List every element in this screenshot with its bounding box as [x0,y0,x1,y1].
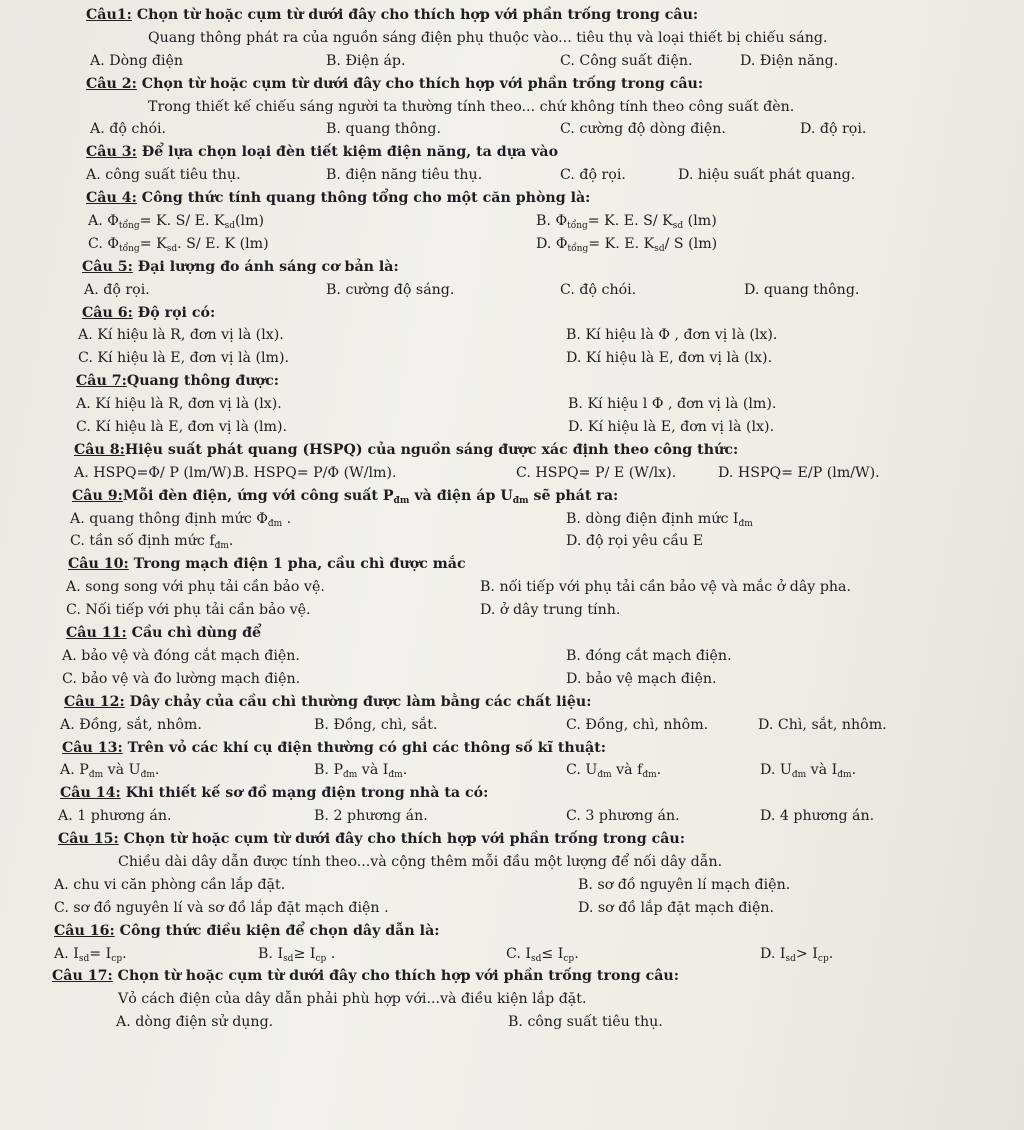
question-stem [0,27,1024,50]
option-row [0,210,1024,233]
option-subscript: sd [224,221,235,232]
option-row [0,279,1024,302]
question-label: Câu 14: [60,785,121,802]
question-stem [0,988,1024,1011]
question-stem [0,96,1024,119]
option-d[interactable]: D. Chì, sắt, nhôm. [758,716,887,733]
option-text: D. độ rọi yêu cầu E [566,533,704,550]
question-label: Câu 17: [52,968,113,985]
option-subscript: cp [563,953,575,964]
question-text: sẽ phát ra: [528,487,619,504]
option-subscript: đm [267,518,283,529]
question-label: Câu 8: [74,441,125,458]
option-subscript: sd [785,953,796,964]
quiz-document [0,4,1024,1034]
question-14 [0,782,1024,805]
question-label: Câu 5: [82,258,133,275]
option-text: A. quang thông định mức Φ [70,510,268,527]
option-c[interactable]: C. Kí hiệu là E, đơn vị là (lm). [76,419,288,436]
option-d[interactable]: D. ở dây trung tính. [480,602,621,619]
option-text: B. P [314,762,343,779]
question-12 [0,691,1024,714]
question-text: Hiệu suất phát quang (HSPQ) của nguồn sáng được xác định theo công thức: [124,441,739,458]
option-c[interactable]: C. sơ đồ nguyên lí và sơ đồ lắp đặt mạch điện . [54,899,389,916]
option-a[interactable]: A. công suất tiêu thụ. [86,167,241,184]
option-row [0,576,1024,599]
option-row [0,118,1024,141]
option-text: ≤ I [541,945,564,962]
option-text: và U [103,762,141,779]
option-row [0,50,1024,73]
option-row [0,164,1024,187]
question-8 [0,439,1024,462]
question-label: Câu 9: [72,487,123,504]
option-subscript: đm [837,770,852,781]
option-b[interactable]: B. công suất tiêu thụ. [508,1014,663,1031]
question-label: Câu 15: [58,831,119,848]
option-a[interactable]: A. song song với phụ tải cần bảo vệ. [66,579,325,596]
question-label: Câu 7: [76,373,127,390]
question-text: Cầu chì dùng để [126,625,262,642]
option-subscript: sd [530,953,542,964]
option-d[interactable]: D. HSPQ= E/P (lm/W). [718,464,880,481]
option-text: C. tần số định mức f [70,533,215,550]
option-c[interactable]: C. bảo vệ và đo lường mạch điện. [62,670,301,687]
question-label: Câu1: [86,7,132,23]
option-a[interactable]: A. 1 phương án. [58,808,172,825]
option-a[interactable]: A. Đồng, sắt, nhôm. [60,716,202,733]
option-text: = K. S/ E. K [139,213,225,230]
option-d[interactable]: D. bảo vệ mạch điện. [566,670,717,687]
question-subscript: đm [393,495,410,506]
option-text: (lm) [235,213,265,230]
question-text: Chọn từ hoặc cụm từ dưới đây cho thích hợp với phần trống trong câu: [131,7,699,23]
option-subscript: tổng [567,243,589,254]
option-c[interactable]: C. cường độ dòng điện. [560,121,726,138]
option-text: C. U [566,762,598,779]
option-text: D. I [760,945,786,962]
question-label: Câu 6: [82,304,133,321]
option-subscript: cp [315,953,327,964]
option-subscript: sd [672,221,684,232]
question-text: Đại lượng đo ánh sáng cơ bản là: [132,258,399,275]
question-text: Độ rọi có: [132,304,216,321]
option-text: và I [357,762,389,779]
option-c[interactable]: C. độ chói. [560,281,637,298]
option-subscript: cp [817,953,829,964]
option-d[interactable]: D. sơ đồ lắp đặt mạch điện. [578,899,774,916]
question-stem [0,851,1024,874]
question-16 [0,920,1024,943]
question-4 [0,187,1024,210]
question-2 [0,73,1024,96]
option-text: A. P [60,762,89,779]
question-text: Công thức điều kiện để chọn dây dẫn là: [114,922,440,939]
option-c[interactable]: C. Kí hiệu là E, đơn vị là (lm). [78,350,290,367]
option-text: C. I [506,945,531,962]
option-row [0,462,1024,485]
question-label: Câu 4: [86,190,137,207]
option-a[interactable]: A. bảo vệ và đóng cắt mạch điện. [62,647,300,664]
question-text: Chọn từ hoặc cụm từ dưới đây cho thích hợp với phần trống trong câu: [118,831,685,848]
stem-text: Trong thiết kế chiếu sáng người ta thường tính theo... chứ không tính theo công suất đèn. [148,98,795,115]
option-b[interactable]: B. Kí hiệu l Φ , đơn vị là (lm). [568,396,777,413]
option-text: D. Φ [536,235,568,252]
question-17 [0,965,1024,988]
option-c[interactable]: C. Nối tiếp với phụ tải cần bảo vệ. [66,602,311,619]
option-d[interactable]: D. Kí hiệu là E, đơn vị là (lx). [566,350,773,367]
option-subscript: sd [654,243,665,254]
option-subscript: sd [166,243,178,254]
question-text: Chọn từ hoặc cụm từ dưới đây cho thích hợp với phần trống trong câu: [112,968,679,985]
option-a[interactable]: A. Kí hiệu là R, đơn vị là (lx). [78,327,284,344]
option-text: A. I [54,945,79,962]
option-c[interactable]: C. độ rọi. [560,167,626,184]
option-a[interactable]: A. dòng điện sử dụng. [116,1014,274,1031]
option-row [0,393,1024,416]
option-b[interactable]: B. quang thông. [326,121,441,138]
option-text: . [574,945,579,962]
question-7 [0,370,1024,393]
option-a[interactable]: A. chu vi căn phòng cần lắp đặt. [54,876,286,893]
option-d[interactable]: D. Điện năng. [740,52,839,69]
option-text: . [851,762,857,779]
question-label: Câu 16: [54,922,115,939]
option-subscript: đm [140,770,155,781]
option-a[interactable]: A. độ rọi. [84,281,150,298]
option-b[interactable]: B. Đồng, chì, sắt. [314,716,438,733]
option-text: C. Φ [88,235,120,252]
question-text: Mỗi đèn điện, ứng với công suất P [122,487,394,504]
option-text: B. I [258,945,284,962]
option-text: . [656,762,662,779]
option-text: (lm) [683,213,717,230]
option-d[interactable]: D. 4 phương án. [760,808,875,825]
option-b[interactable]: B. Điện áp. [326,52,406,69]
option-row [0,416,1024,439]
option-text: . S/ E. K (lm) [177,235,269,252]
option-subscript: đm [214,541,229,552]
option-b[interactable]: B. điện năng tiêu thụ. [326,167,483,184]
option-text: và I [806,762,838,779]
option-row [0,599,1024,622]
option-row [0,943,1024,966]
question-text: Trên vỏ các khí cụ điện thường có ghi các thông số kĩ thuật: [122,739,607,756]
option-c[interactable]: C. 3 phương án. [566,808,680,825]
option-text: > I [795,945,818,962]
question-text: Chọn từ hoặc cụm từ dưới đây cho thích hợp với phần trống trong câu: [136,75,704,92]
stem-text: Chiều dài dây dẫn được tính theo...và cộng thêm mỗi đầu một lượng để nối dây dẫn. [118,853,723,870]
option-subscript: tổng [567,221,588,232]
option-b[interactable]: B. Kí hiệu là Φ , đơn vị là (lx). [566,327,778,344]
option-b[interactable]: B. nối tiếp với phụ tải cần bảo vệ và mắc ở dây pha. [480,579,852,596]
option-text: . [326,945,336,962]
question-label: Câu 3: [86,144,137,161]
option-text: ≥ I [293,945,316,962]
question-11 [0,622,1024,645]
option-a[interactable]: A. Dòng điện [90,52,184,69]
option-text: = K. E. S/ K [587,213,673,230]
option-d[interactable]: D. hiệu suất phát quang. [678,167,856,184]
option-row [0,233,1024,256]
option-row [0,714,1024,737]
option-text: = K [139,235,167,252]
question-3 [0,141,1024,164]
option-d[interactable]: D. Kí hiệu là E, đơn vị là (lx). [568,419,775,436]
option-text: B. dòng điện định mức I [566,510,739,527]
option-text: . [828,945,834,962]
question-text: Dây chảy của cầu chì thường được làm bằng các chất liệu: [124,693,592,710]
question-5 [0,256,1024,279]
option-text: D. U [760,762,792,779]
option-text: A. Φ [88,213,119,230]
question-text: Quang thông được: [126,373,279,390]
option-text: . [122,945,127,962]
question-text: Trong mạch điện 1 pha, cầu chì được mắc [128,556,466,573]
question-label: Câu 10: [68,556,129,573]
option-d[interactable] [566,530,703,553]
option-subscript: sd [78,953,90,964]
option-subscript: tổng [119,243,140,254]
option-subscript: đm [738,518,753,529]
option-row [0,1011,1024,1034]
option-a[interactable]: A. độ chói. [90,121,167,138]
option-subscript: tổng [118,221,140,232]
option-text: . [228,533,234,550]
option-row [0,874,1024,897]
question-9 [0,485,1024,508]
option-subscript: cp [111,953,123,964]
question-1 [0,4,1024,27]
option-subscript: đm [88,770,104,781]
option-text: / S (lm) [664,235,718,252]
option-text: . [154,762,160,779]
question-15 [0,828,1024,851]
question-10 [0,553,1024,576]
option-text: = K. E. K [588,235,655,252]
option-b[interactable]: B. cường độ sáng. [326,281,455,298]
question-label: Câu 11: [66,625,127,642]
option-row [0,759,1024,782]
option-subscript: đm [597,770,612,781]
question-text: Khi thiết kế sơ đồ mạng điện trong nhà ta có: [120,785,489,802]
option-row [0,324,1024,347]
option-text: . [282,510,292,527]
option-b[interactable]: B. sơ đồ nguyên lí mạch điện. [578,876,791,893]
question-subscript: đm [512,495,529,506]
option-row [0,668,1024,691]
option-row [0,897,1024,920]
option-b[interactable]: B. HSPQ= P/Φ (W/lm). [234,464,397,481]
option-d[interactable]: D. quang thông. [744,281,860,298]
question-label: Câu 13: [62,739,123,756]
option-b[interactable]: B. đóng cắt mạch điện. [566,647,732,664]
option-c[interactable]: C. HSPQ= P/ E (W/lx). [516,464,677,481]
question-text: Công thức tính quang thông tổng cho một căn phòng là: [136,190,591,207]
option-text: . [402,762,408,779]
question-text: và điện áp U [409,487,513,504]
option-subscript: đm [343,770,358,781]
option-c[interactable]: C. Công suất điện. [560,52,693,69]
stem-text: Vỏ cách điện của dây dẫn phải phù hợp với...và điều kiện lắp đặt. [118,991,587,1008]
option-row [0,805,1024,828]
option-row [0,347,1024,370]
question-13 [0,737,1024,760]
option-row [0,645,1024,668]
question-label: Câu 12: [64,693,125,710]
question-6 [0,302,1024,325]
option-a[interactable]: A. Kí hiệu là R, đơn vị là (lx). [76,396,282,413]
option-text: và f [611,762,643,779]
question-label: Câu 2: [86,75,137,92]
option-a[interactable]: A. HSPQ=Φ/ P (lm/W). [74,464,237,481]
option-subscript: sd [283,953,294,964]
option-text: = I [89,945,112,962]
option-subscript: đm [791,770,807,781]
option-subscript: đm [388,770,403,781]
option-b[interactable]: B. 2 phương án. [314,808,428,825]
question-text: Để lựa chọn loại đèn tiết kiệm điện năng, ta dựa vào [136,144,559,161]
option-text: B. Φ [536,213,568,230]
option-subscript: đm [642,770,657,781]
option-row [0,508,1024,531]
stem-text: Quang thông phát ra của nguồn sáng điện phụ thuộc vào... tiêu thụ và loại thiết bị chiếu sáng. [148,29,828,46]
option-row [0,530,1024,553]
option-d[interactable]: D. độ rọi. [800,121,867,138]
option-c[interactable]: C. Đồng, chì, nhôm. [566,716,709,733]
